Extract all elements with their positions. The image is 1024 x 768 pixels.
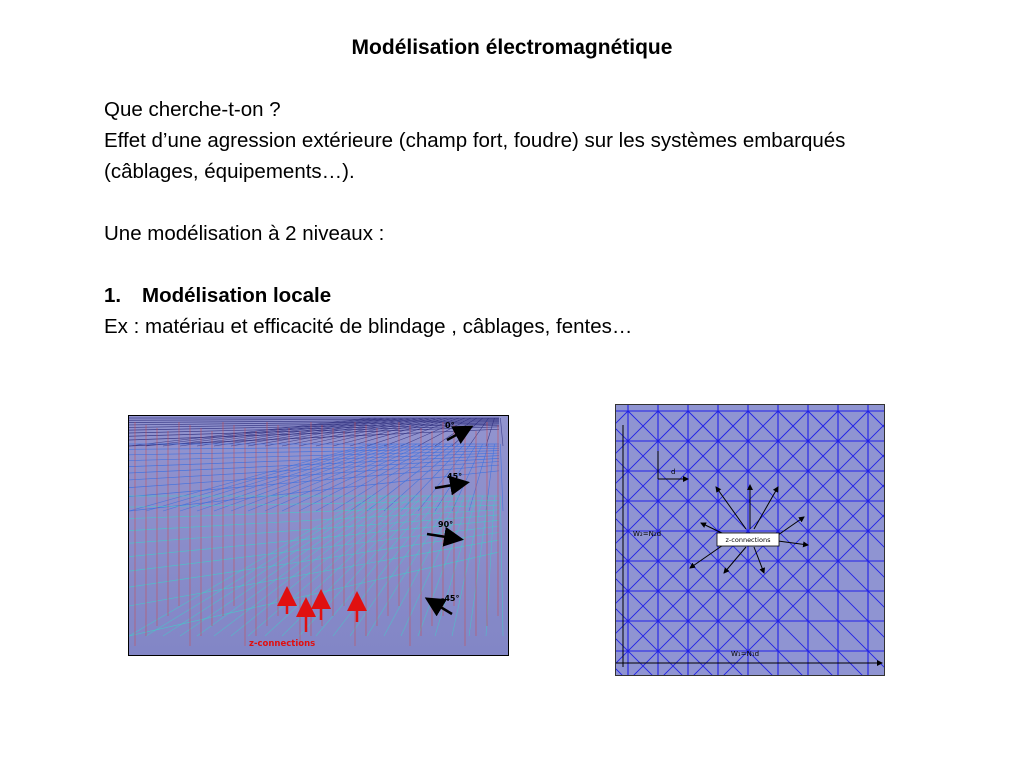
z-connections-caption: z-connections [249,639,316,649]
angle-label-minus45: -45° [441,594,460,603]
example-text: Ex : matériau et efficacité de blindage , câblages, fentes… [104,315,633,338]
label-d: d [671,468,676,476]
angle-label-90: 90° [438,520,454,529]
angle-label-0: 0° [445,421,455,430]
label-wx: W₁=N₁d [731,650,760,658]
grid-3d-svg [129,416,508,655]
question-text: Que cherche-t-on ? [104,98,281,121]
mesh-2d-figure [615,404,885,676]
mesh-svg [616,405,884,675]
list-label: Modélisation locale [142,284,332,307]
label-wy: W₂=N₂d [633,530,662,538]
effect-text-line2: (câblages, équipements…). [104,160,355,183]
levels-text: Une modélisation à 2 niveaux : [104,222,385,245]
slide-title: Modélisation électromagnétique [351,36,673,59]
list-item-1 [104,280,984,311]
effect-text-line1: Effet d’une agression extérieure (champ fort, foudre) sur les systèmes embarqués [104,129,846,152]
z-connections-box-label: z-connections [725,536,771,544]
slide-body [104,94,984,342]
local-model-3d-figure [128,415,509,656]
list-number: 1. [104,284,122,307]
angle-label-45: 45° [447,472,463,481]
